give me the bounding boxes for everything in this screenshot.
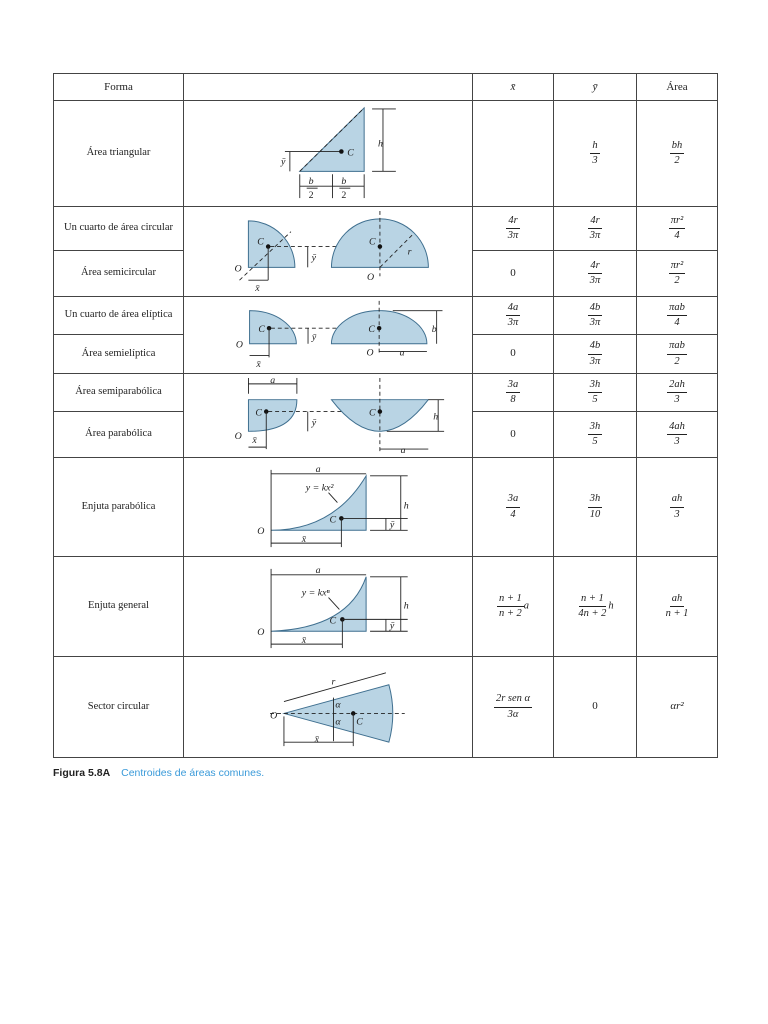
xbar-cell — [473, 557, 554, 657]
height-label: h — [378, 138, 383, 150]
xbar-cell — [473, 458, 554, 557]
semipar-centroid-label: C — [255, 407, 262, 419]
centroid-label: C — [329, 615, 337, 627]
area-cell — [637, 374, 718, 412]
xbar-cell — [473, 101, 554, 207]
ybar-label: ȳ — [311, 417, 317, 429]
area-cell — [637, 207, 718, 251]
numerator: πab — [667, 302, 687, 316]
denominator: 3 — [592, 155, 598, 166]
denominator: 3 — [674, 508, 680, 520]
numerator: πr² — [669, 215, 686, 229]
fraction — [588, 302, 603, 329]
fraction — [497, 593, 524, 620]
numerator: 4b — [588, 302, 603, 316]
equation-leader — [328, 493, 337, 503]
elliptic-areas-diagram — [184, 297, 472, 373]
value: 0 — [510, 347, 516, 360]
table-row — [54, 374, 718, 412]
header-xbar — [473, 74, 554, 101]
denominator: 4n + 2 — [578, 608, 607, 619]
ybar-label: ȳ — [311, 331, 317, 343]
denominator: 2 — [674, 355, 680, 367]
denominator: 3π — [589, 230, 601, 241]
figure-cell-sector — [184, 657, 473, 758]
xbar-label: x̄ — [252, 435, 257, 447]
fraction — [588, 340, 603, 367]
r-label: r — [331, 676, 336, 688]
curve-equation: y = kx² — [305, 482, 334, 494]
area-cell — [637, 557, 718, 657]
alpha-label-top: α — [335, 699, 341, 711]
ybar-cell — [554, 335, 637, 374]
caption-figure-number: Figura 5.8A — [53, 767, 111, 779]
radius-label: r — [407, 246, 412, 258]
a-label: a — [399, 347, 405, 359]
table-row — [54, 297, 718, 335]
origin-label: O — [270, 710, 278, 722]
xbar-label: x̄ — [301, 635, 307, 647]
fraction — [669, 260, 686, 287]
curve-equation: y = kxⁿ — [301, 587, 330, 599]
denominator: 4 — [510, 508, 516, 520]
value: αr² — [670, 700, 684, 713]
shape-name: Área semielíptica — [54, 335, 184, 374]
fraction-suffix: h — [608, 600, 614, 612]
denominator: 3π — [507, 317, 519, 328]
caption-text: Centroides de áreas comunes. — [121, 767, 265, 779]
fraction — [669, 215, 686, 242]
h-label: h — [433, 411, 439, 423]
xbar-cell — [473, 657, 554, 758]
numerator: 3h — [588, 379, 603, 393]
header-row — [54, 74, 718, 101]
numerator: bh — [670, 140, 685, 154]
circular-sector-diagram — [184, 657, 472, 757]
shape-name: Área triangular — [54, 101, 184, 207]
shape-name: Sector circular — [54, 657, 184, 758]
figure-caption — [53, 767, 264, 779]
ybar-label: ȳ — [389, 620, 395, 632]
denominator: 2 — [674, 155, 680, 166]
figure-cell-parabolic — [184, 374, 473, 458]
denominator: 3α — [507, 708, 519, 720]
h-label: h — [403, 500, 409, 512]
value: 0 — [510, 427, 516, 440]
fraction-suffix: a — [523, 600, 530, 612]
semi-centroid-label: C — [369, 236, 376, 248]
numerator: 3h — [588, 493, 603, 507]
header-xbar-symbol: x̄ — [510, 80, 516, 93]
quarter-circle-shape — [248, 221, 294, 267]
ybar-cell — [554, 101, 637, 207]
numerator: n + 1 — [497, 593, 524, 607]
denominator: 8 — [510, 394, 516, 405]
parabolic-areas-diagram — [184, 374, 472, 457]
circular-areas-diagram — [184, 207, 472, 296]
fraction — [590, 140, 599, 167]
numerator: ah — [670, 493, 685, 507]
ybar-cell — [554, 458, 637, 557]
semi-centroid-dot — [378, 244, 383, 249]
shape-name: Área semiparabólica — [54, 374, 184, 412]
fraction — [588, 379, 603, 406]
ybar-label: ȳ — [280, 156, 286, 168]
quarter-ellipse-shape — [250, 311, 297, 344]
fraction — [667, 421, 687, 448]
shape-name: Un cuarto de área circular — [54, 207, 184, 251]
ybar-cell — [554, 557, 637, 657]
numerator: 4a — [506, 302, 521, 316]
triangle-diagram — [184, 101, 472, 206]
denominator: 4 — [674, 317, 680, 328]
header-shape: Forma — [54, 74, 184, 101]
area-cell — [637, 458, 718, 557]
fraction — [588, 260, 603, 287]
shape-name: Área parabólica — [54, 412, 184, 458]
centroid-dot — [339, 149, 344, 154]
numerator: 2ah — [667, 379, 687, 393]
denominator: 3 — [674, 394, 680, 405]
denominator: 5 — [592, 394, 598, 405]
xbar-cell — [473, 412, 554, 458]
denominator: 3 — [674, 436, 680, 447]
origin-label: O — [234, 431, 242, 443]
numerator: 4r — [588, 260, 601, 274]
denominator: 3π — [507, 230, 519, 241]
table-row — [54, 458, 718, 557]
numerator: πr² — [669, 260, 686, 274]
figure-cell-general-spandrel — [184, 557, 473, 657]
numerator: n + 1 — [579, 593, 606, 607]
numerator: 3h — [588, 421, 603, 435]
ybar-cell — [554, 412, 637, 458]
base-denominator-2: 2 — [341, 190, 347, 202]
origin-label: O — [257, 526, 265, 538]
semi-centroid-label: C — [368, 324, 375, 336]
centroid-table — [53, 73, 718, 758]
fraction — [506, 215, 521, 242]
denominator: 3π — [589, 355, 601, 367]
denominator: n + 2 — [498, 608, 522, 619]
semi-centroid-dot — [377, 326, 381, 330]
figure-cell-parabolic-spandrel — [184, 458, 473, 557]
fraction — [670, 493, 685, 520]
origin-label: O — [234, 263, 242, 275]
ybar-cell — [554, 297, 637, 335]
header-ybar — [554, 74, 637, 101]
fraction — [588, 215, 603, 242]
fraction — [667, 340, 687, 367]
numerator: πab — [667, 340, 687, 354]
fraction — [670, 140, 685, 167]
numerator: 2r sen α — [494, 693, 532, 707]
quarter-centroid-label: C — [258, 324, 265, 336]
a-label-bottom: a — [400, 445, 406, 457]
base-label-1: b — [308, 176, 314, 188]
denominator: 2 — [674, 275, 680, 286]
general-spandrel-diagram — [184, 557, 472, 656]
xbar-label: x̄ — [301, 534, 307, 546]
numerator: 4b — [588, 340, 603, 354]
fraction — [588, 493, 603, 520]
denominator: 5 — [592, 436, 598, 447]
denominator: 4 — [674, 230, 680, 241]
a-label-top: a — [270, 374, 276, 386]
denominator: 10 — [589, 508, 601, 520]
base-label-2: b — [341, 176, 347, 188]
numerator: ah — [670, 593, 685, 607]
xbar-cell — [473, 335, 554, 374]
parabolic-spandrel-diagram — [184, 458, 472, 556]
table-row — [54, 101, 718, 207]
header-figure — [184, 74, 473, 101]
shape-name: Un cuarto de área elíptica — [54, 297, 184, 335]
b-label: b — [431, 324, 437, 336]
quarter-centroid-label: C — [257, 236, 264, 248]
area-cell — [637, 657, 718, 758]
xbar-cell — [473, 207, 554, 251]
xbar-cell — [473, 297, 554, 335]
xbar-cell — [473, 251, 554, 297]
centroid-label: C — [347, 147, 354, 159]
xbar-label: x̄ — [256, 359, 261, 371]
origin-label: O — [235, 339, 243, 351]
spandrel-shape — [271, 577, 366, 631]
denominator: 3π — [589, 317, 601, 328]
h-label: h — [403, 600, 409, 612]
table-row — [54, 657, 718, 758]
header-ybar-symbol: ȳ — [592, 80, 598, 93]
origin-label: O — [257, 627, 265, 639]
denominator: 3π — [589, 275, 601, 286]
shape-name: Enjuta parabólica — [54, 458, 184, 557]
table-row — [54, 207, 718, 251]
shape-name: Enjuta general — [54, 557, 184, 657]
xbar-label: x̄ — [255, 283, 260, 295]
value: 0 — [592, 700, 598, 713]
parabola-centroid-dot — [378, 409, 383, 414]
fraction — [576, 593, 608, 620]
figure-cell-circular — [184, 207, 473, 297]
area-cell — [637, 412, 718, 458]
a-label: a — [315, 463, 321, 475]
denominator: n + 1 — [665, 608, 689, 619]
ybar-cell — [554, 374, 637, 412]
value: 0 — [510, 266, 516, 279]
xbar-cell — [473, 374, 554, 412]
base-denominator-1: 2 — [308, 190, 314, 202]
ybar-label: ȳ — [311, 252, 317, 264]
ybar-label: ȳ — [389, 519, 395, 531]
fraction — [506, 493, 521, 520]
figure-cell-elliptic — [184, 297, 473, 374]
ybar-cell — [554, 207, 637, 251]
ybar-cell — [554, 251, 637, 297]
centroid-label: C — [329, 514, 337, 526]
area-cell — [637, 101, 718, 207]
header-area: Área — [637, 74, 718, 101]
shape-name: Área semicircular — [54, 251, 184, 297]
fraction — [588, 421, 603, 448]
fraction — [506, 302, 521, 329]
area-cell — [637, 297, 718, 335]
centroid-label: C — [356, 716, 363, 728]
numerator: 4r — [506, 215, 519, 229]
numerator: 4ah — [667, 421, 687, 435]
origin-label-2: O — [366, 347, 374, 359]
alpha-label-bottom: α — [335, 716, 341, 728]
numerator: 3a — [506, 493, 521, 507]
xbar-label: x̄ — [314, 734, 320, 746]
area-cell — [637, 335, 718, 374]
area-cell — [637, 251, 718, 297]
origin-label-2: O — [367, 272, 375, 284]
numerator: 3a — [506, 379, 521, 393]
fraction — [667, 302, 687, 329]
fraction — [667, 379, 687, 406]
figure-cell-triangle — [184, 101, 473, 207]
fraction — [494, 693, 532, 720]
table-row — [54, 557, 718, 657]
numerator: h — [590, 140, 599, 154]
fraction — [664, 593, 691, 620]
fraction — [506, 379, 521, 406]
ybar-cell — [554, 657, 637, 758]
numerator: 4r — [588, 215, 601, 229]
parabola-centroid-label: C — [369, 407, 376, 419]
equation-leader — [328, 598, 339, 610]
a-label: a — [315, 564, 321, 576]
